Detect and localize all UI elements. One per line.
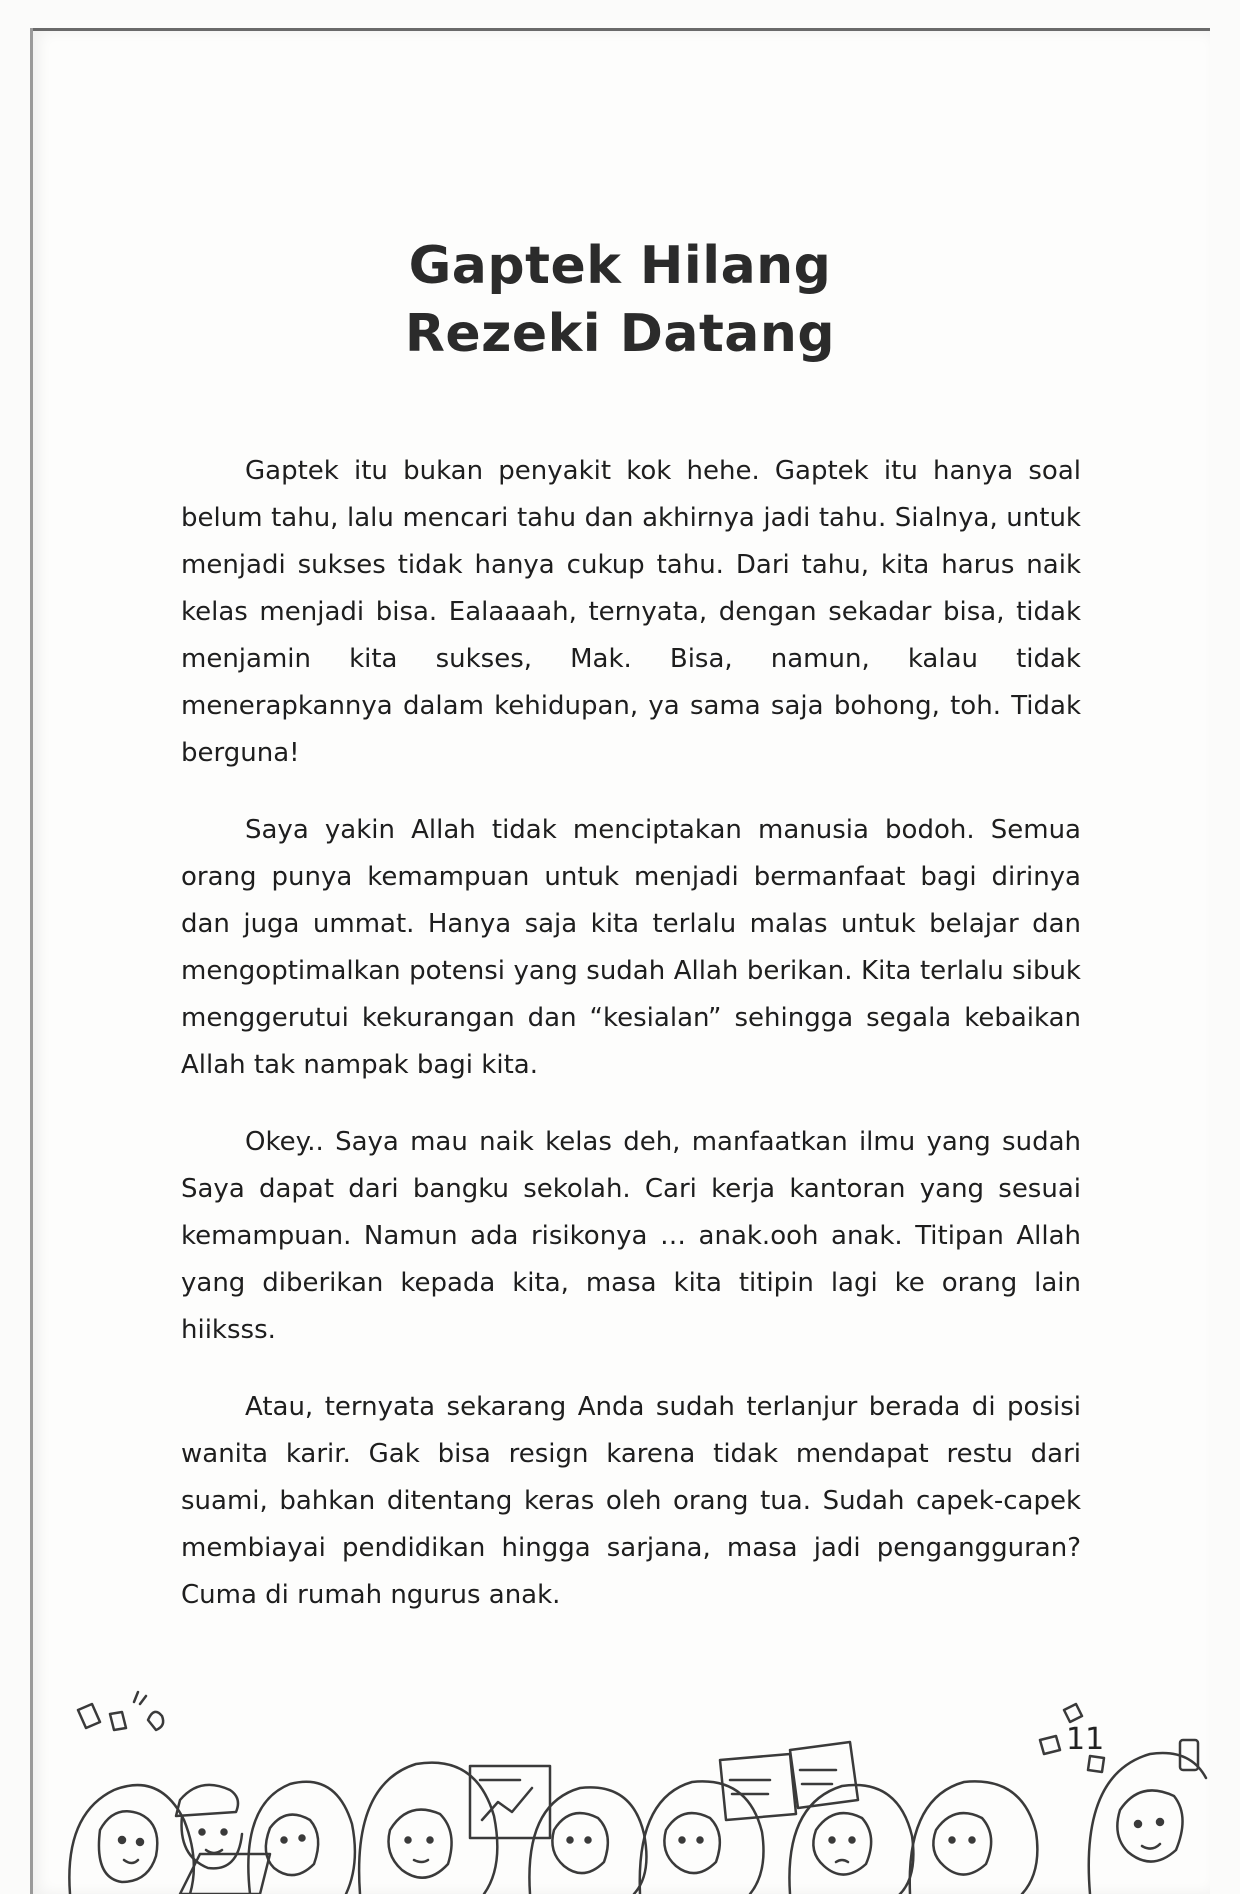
cartoon-women-working-illustration bbox=[30, 1680, 1210, 1894]
chapter-title-line-1: Gaptek Hilang bbox=[408, 236, 832, 296]
paragraph-3: Okey.. Saya mau naik kelas deh, manfaatkan ilmu yang sudah Saya dapat dari bangku sekolah. Cari kerja kantoran yang sesuai kemampuan. Namun ada risikonya … anak.ooh anak. Titipan Allah yang diberikan kepada kita, masa kita titipin lagi ke orang lain hiiksss. bbox=[181, 1127, 1081, 1345]
chapter-title-line-2: Rezeki Datang bbox=[404, 304, 836, 364]
paragraph-2: Saya yakin Allah tidak menciptakan manusia bodoh. Semua orang punya kemampuan untuk menjadi bermanfaat bagi dirinya dan juga ummat. Hanya saja kita terlalu malas untuk belajar dan mengoptimalkan potensi yang sudah Allah berikan. Kita terlalu sibuk menggerutui kekurangan dan “kesialan” sehingga segala kebaikan Allah tak nampak bagi kita. bbox=[181, 815, 1081, 1080]
paragraph-1: Gaptek itu bukan penyakit kok hehe. Gaptek itu hanya soal belum tahu, lalu mencari tahu dan akhirnya jadi tahu. Sialnya, untuk menjadi sukses tidak hanya cukup tahu. Dari tahu, kita harus naik kelas menjadi bisa. Ealaaaah, ternyata, dengan sekadar bisa, tidak menjamin kita sukses, Mak. Bisa, namun, kalau tidak menerapkannya dalam kehidupan, ya sama saja bohong, toh. Tidak berguna! bbox=[181, 456, 1081, 768]
paragraph-4: Atau, ternyata sekarang Anda sudah terlanjur berada di posisi wanita karir. Gak bisa resign karena tidak mendapat restu dari suami, bahkan ditentang keras oleh orang tua. Sudah capek-capek membiayai pendidikan hingga sarjana, masa jadi pengangguran? Cuma di rumah ngurus anak. bbox=[181, 1392, 1081, 1610]
chapter-body bbox=[181, 448, 1081, 1649]
chapter-title bbox=[0, 232, 1240, 368]
page-number: 11 bbox=[1066, 1722, 1105, 1757]
scan-edge-top bbox=[30, 28, 1210, 31]
